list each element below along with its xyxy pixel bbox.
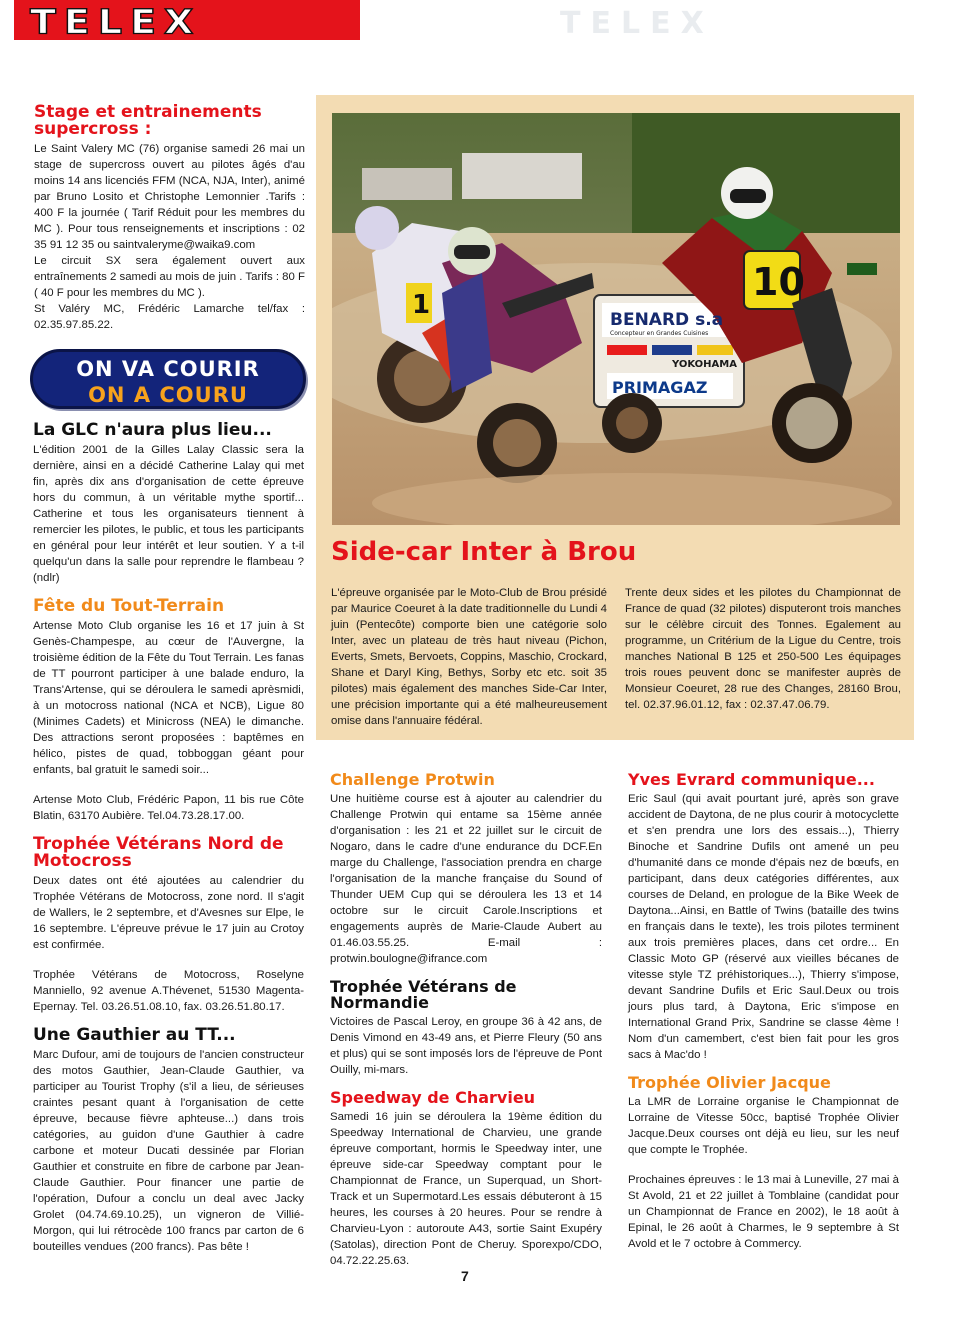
right-column-articles	[628, 772, 899, 1252]
article-paragraph: L'édition 2001 de la Gilles Lalay Classic sera la dernière, ainsi en a décidé Catherine Lalay qui met fin, après dix ans d'organisation de cette épreuve hors du commun, à un véritable mythe sportif... Catherine et tous les organisateurs tiennent à remercier les pilotes, le public, et tous les participants en général pour leur intérêt et leur soutien. Y a t-il quelqu'un dans la salle pour reprendre le flambeau ? (ndlr)	[33, 444, 304, 584]
article-veterans-normandie	[330, 979, 602, 1078]
article-paragraph: Artense Moto Club organise les 16 et 17 juin à St Genès-Champespe, au cœur de l'Auvergne, la troisième édition de la Fête du Tout Terrain. Les fanas de TT pourront participer à une balade enduro, la Trans'Artense, qui se déroulera le samedi aprèsmidi, à un motocross national (NCA et NCB), Ligue 80 (Minimes Cadets) et Minicross (NEA) le dimanche. Des attractions seront proposées : baptêmes en hélico, pistes de quad, tobboggan géant pour enfants, bal gratuit le samedi soir...	[33, 620, 304, 776]
article-paragraph: Prochaines épreuves : le 13 mai à Luneville, 27 mai à St Avold, 21 et 22 juillet à Tomblaine (candidat pour un Championnat de France en 2002), le 18 août à Epinal, le 26 août à Charmes, le 9 septembre à St Avold et le 7 octobre à Commercy.	[628, 1174, 899, 1250]
left-column-articles	[33, 422, 304, 1255]
article-paragraph: Le circuit SX sera également ouvert aux entraînements 2 samedi au mois de juin . Tarifs : 80 F ( 40 F pour les membres du MC ).	[34, 255, 305, 299]
article-title: Yves Evrard communique...	[628, 770, 875, 789]
article-title: Une Gauthier au TT...	[33, 1025, 236, 1045]
article-glc	[33, 422, 304, 586]
article-paragraph: St Valéry MC, Frédéric Lamarche tel/fax : 02.35.97.85.22.	[34, 303, 305, 331]
article-paragraph: Samedi 16 juin se déroulera la 19ème édition du Speedway International de Charvieu, une grande épreuve comportant, hormis le Speedway inter, une épreuve side-car Speedway comptant pour le Championnat de France, un Superquad, un Short-Track et un Supermotard.Les essais débuteront à 15 heures, les courses à 20 heures. Pour se rendre à Charvieu-Lyon : autoroute A43, sortie Saint Exupéry (Satolas), direction Pont de Cheruy. Sporexpo/CDO, 04.72.22.25.63.	[330, 1111, 602, 1267]
feature-box	[316, 95, 914, 740]
page-number: 7	[461, 1268, 469, 1284]
article-paragraph: Victoires de Pascal Leroy, en groupe 36 à 42 ans, de Denis Vimond en 43-49 ans, et Pierre Fleury (50 ans et plus) qui se sont imposés lors de l'épreuve de Pont Ouilly, mi-mars.	[330, 1016, 602, 1076]
article-title: Trophée Vétérans Nord de Motocross	[33, 834, 284, 871]
section-title: TELEX	[30, 2, 202, 42]
article-trophee-olivier-jacque	[628, 1075, 899, 1252]
article-title: Stage et entrainements supercross :	[34, 102, 262, 139]
middle-column-articles	[330, 772, 602, 1269]
sidecar-race-photo	[332, 113, 900, 525]
article-title: La GLC n'aura plus lieu...	[33, 420, 272, 440]
race-number-plate: 10	[752, 260, 805, 304]
article-veterans-nord	[33, 836, 304, 1015]
sponsor-primagaz: PRIMAGAZ	[612, 378, 708, 397]
rear-rider-number: 1	[412, 290, 431, 320]
article-paragraph: Une huitième course est à ajouter au calendrier du Challenge Protwin qui entame sa 15ème année d'organisation : les 21 et 22 juillet sur le circuit de Nogaro, dans le cadre d'une endurance du DCF.En marge du Challenge, l'association prendra en charge l'organisation de la manche française du Sound of Thunder UEM Cup qui se déroulera les 13 et 14 octobre sur le circuit Carole.Inscriptions et engagements auprès de Marie-Claude Aubert au 01.46.03.55.25. E-mail : protwin.boulogne@ifrance.com	[330, 793, 602, 965]
article-stage-supercross	[34, 104, 305, 333]
section-badge	[30, 349, 306, 409]
article-paragraph: Le Saint Valery MC (76) organise samedi 26 mai un stage de supercross ouvert au pilotes âgés d'au moins 14 ans licenciés FFM (NCA, NJA, Inter), animé par Bruno Losito et Christophe Lemonnier .Tarifs : 400 F la journée ( Tarif Réduit pour les membres du MC ). Pour tous renseignements et inscriptions : 02 35 91 12 35 ou saintvaleryme@waika9.com	[34, 143, 305, 251]
article-title: Trophée Vétérans de Normandie	[330, 977, 517, 1012]
article-paragraph: Deux dates ont été ajoutées au calendrier du Trophée Vétérans de Motocross, zone nord. Il s'agit de Wallers, le 2 septembre, et d'Avesnes sur Elpe, le 16 septembre. L'épreuve prévue le 17 juin au Crotoy est confirmée.	[33, 875, 304, 951]
article-paragraph: Trophée Vétérans de Motocross, Roselyne Manniello, 92 avenue A.Thévenet, 51530 Magenta-Epernay. Tel. 03.26.51.08.10, fax. 03.26.51.80.17.	[33, 969, 304, 1013]
sidecar-illustration	[332, 113, 900, 525]
article-title: Speedway de Charvieu	[330, 1088, 536, 1107]
sponsor-benard-sub: Concepteur en Grandes Cuisines	[610, 330, 709, 337]
article-yves-evrard	[628, 772, 899, 1063]
feature-column-2: Trente deux sides et les pilotes du Championnat de France de quad (32 pilotes) disputeront trois manches sur le célèbre circuit des Tonnes. Egalement au programme, un Critérium de la Ligue du Centre, trois manches National B 125 et 250-500 Les équipages trois roues peuvent donc se manifester auprès de Monsieur Coeuret, 28 rue des Changes, 28160 Brou, tel. 02.37.96.01.12, fax : 02.37.47.06.79.	[625, 587, 901, 711]
badge-line-2: ON A COURU	[88, 383, 248, 407]
article-title: Challenge Protwin	[330, 770, 495, 789]
article-title: Trophée Olivier Jacque	[628, 1073, 831, 1092]
article-speedway-charvieu	[330, 1090, 602, 1269]
badge-line-1: ON VA COURIR	[76, 357, 260, 381]
sponsor-benard: BENARD s.a	[610, 310, 724, 330]
article-paragraph: Eric Saul (qui avait pourtant juré, après son grave accident de Daytona, de ne plus courir à motocyclette et s'en prendra une lors des essais...), Thierry Binoche et Sandrine Dufils ont amené un peu d'humanité dans ce monde d'épais nez de bœufs, en participant, dans deux catégories différentes, aux courses de Deland, en prologue de la Bike Week de Daytona...Ainsi, en Battle of Twins (bataille des twins en français dans le texte), les trois pilotes terminent aux trois premières places, dans cet ordre... En Classic Moto GP (réservé aux vieilles bécanes de vitesse style TZ préhistoriques...), Thierry s'impose, devant Sandrine Dufils et Eric Saul.Deux ou trois jours plus tard, à Daytona, Eric s'impose en International Grand Prix, Sandrine se classe 4ème ! Nom d'un camembert, c'est bien fait pour les gros sacs à Mac'do !	[628, 793, 899, 1061]
sponsor-yokohama: YOKOHAMA	[672, 359, 737, 370]
feature-column-1: L'épreuve organisée par le Moto-Club de Brou présidé par Maurice Coeuret à la date traditionnelle du Lundi 4 juin (Pentecôte) comporte bien une catégorie solo Inter, avec un plateau de très haut niveau (Pichon, Everts, Smets, Bervoets, Coppins, Maschio, Crockard, Shane et Daryl King, Bethys, Sorby etc etc. soit 35 pilotes) mais également des manches Side-Car Inter, une précision importante qui a été malheureusement omise dans l'annuaire fédéral.	[331, 587, 607, 727]
feature-title: Side-car Inter à Brou	[331, 537, 637, 567]
article-paragraph: Marc Dufour, ami de toujours de l'ancien constructeur des motos Gauthier, Jean-Claude Gauthier, va participer au Tourist Trophy (s'il a lieu, de sérieuses craintes pesant quant à l'organisation de cette épreuve, because fièvre aphteuse...) dans trois catégories, au guidon d'une Gauthier à cadre carbone et moteur Ducati dessinée par Florian Gauthier et construite en fibre de carbone par Jean-Claude Gauthier. Pour financer une partie de l'opération, Dufour a conclu un deal avec Jacky Grolet (04.74.69.10.25), un vigneron de Villié-Morgon, qui lui rétrocède 100 francs par carton de 6 bouteilles vendues (200 francs). Pas bête !	[33, 1049, 304, 1253]
article-challenge-protwin	[330, 772, 602, 967]
article-gauthier	[33, 1027, 304, 1255]
article-paragraph: La LMR de Lorraine organise le Championnat de Lorraine de Vitesse 50cc, baptisé Trophée Olivier Jacque.Deux courses ont déjà eu lieu, sur les neuf que compte le Trophée.	[628, 1096, 899, 1156]
article-paragraph: Artense Moto Club, Frédéric Papon, 11 bis rue Côte Blatin, 63170 Aubière. Tel.04.73.28.17.00.	[33, 794, 304, 822]
faded-header-title: TELEX	[560, 6, 714, 41]
article-title: Fête du Tout-Terrain	[33, 596, 225, 616]
article-fete-tout-terrain	[33, 598, 304, 824]
